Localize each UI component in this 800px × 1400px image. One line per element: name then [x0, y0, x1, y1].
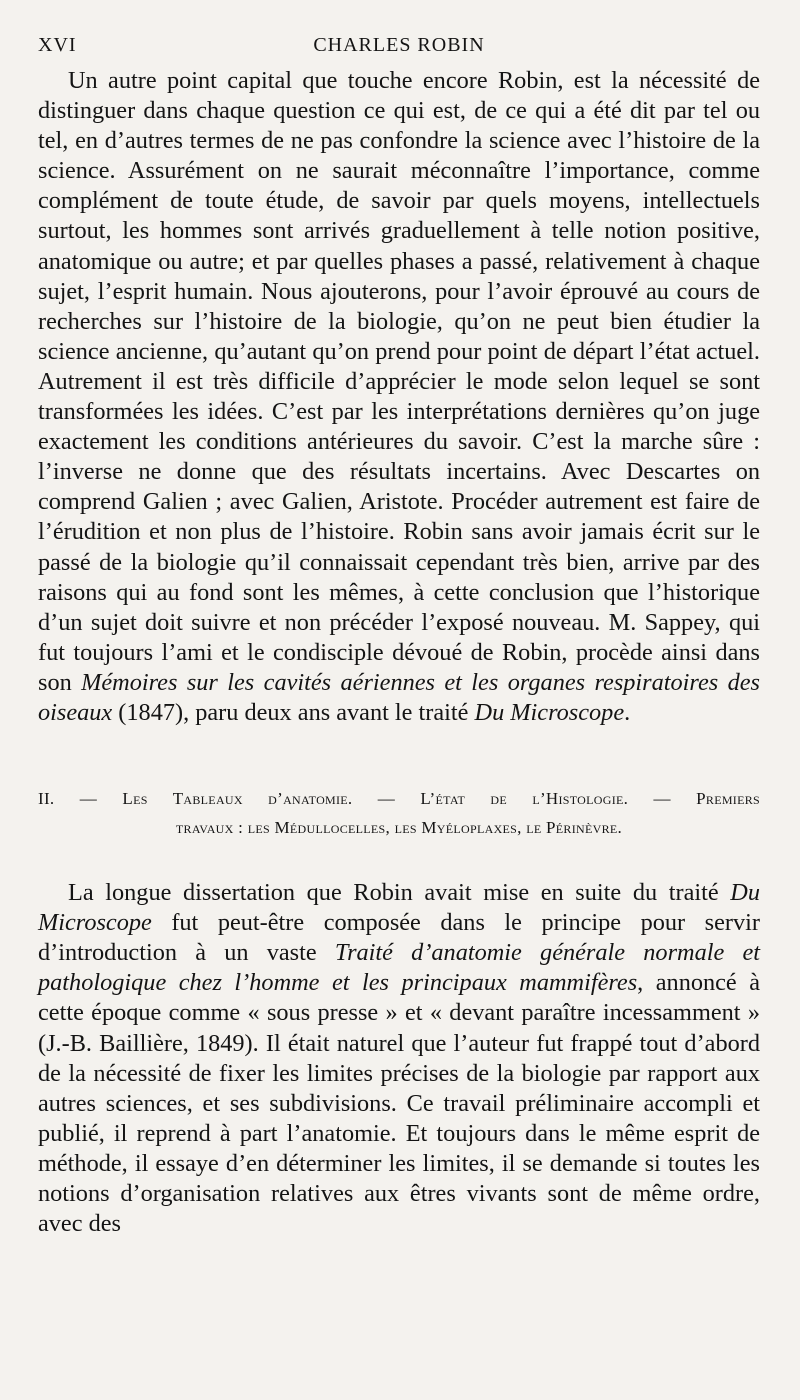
page-number: XVI	[38, 34, 77, 56]
paragraph-1-text-e: .	[624, 698, 631, 726]
paragraph-2-text-c: fut peut-être composée dans le principe pour servir d’introduction à un vaste	[38, 909, 760, 967]
paragraph-1	[38, 66, 760, 728]
paragraph-1-italic-microscope: Du Microscope	[474, 698, 625, 726]
section-heading	[38, 784, 760, 842]
section-heading-line-1: II. — Les Tableaux d’anatomie. — L’état de l’Histologie. — Premiers	[38, 789, 760, 809]
running-title: CHARLES ROBIN	[313, 34, 485, 56]
paragraph-2-italic-traite: Traité d’anatomie générale normale et pathologique chez l’homme et les principaux mammifères	[38, 939, 761, 997]
paragraph-2	[38, 878, 760, 1239]
paragraph-2-text-e: , annoncé à cette époque comme « sous presse » et « devant paraître incessamment » (J.-B. Baillière, 1849). Il était naturel que l’auteur fut frappé tout d’abord de la nécessité de fixer les limites précises de la biologie par rapport aux autres sciences, et ses subdivisions. Ce travail préliminaire accompli et publié, il reprend à part l’anatomie. Et toujours dans le même esprit de méthode, il essaye d’en déterminer les limites, il se demande si toutes les notions d’organisation relatives aux êtres vivants sont de même ordre, avec des	[38, 969, 761, 1238]
paragraph-2-italic-microscope: Du Microscope	[38, 879, 760, 937]
section-heading-line-2: travaux : les Médullocelles, les Myéloplaxes, le Périnèvre.	[175, 818, 623, 838]
running-head	[38, 28, 760, 62]
paragraph-1-text-c: (1847), paru deux ans avant le traité	[112, 698, 475, 726]
paragraph-1-text-a: Un autre point capital que touche encore Robin, est la nécessité de distinguer dans chaque question ce qui est, de ce qui a été dit par tel ou tel, en d’autres termes de ne pas confondre la science avec l’histoire de la science. Assurément on ne saurait méconnaître l’importance, comme complément de toute étude, de savoir par quels moyens, intellectuels surtout, les hommes sont arrivés graduellement à telle notion positive, anatomique ou autre; et par quelles phases a passé, relativement à chaque sujet, l’esprit humain. Nous ajouterons, pour l’avoir éprouvé au cours de recherches sur l’histoire de la biologie, qu’on ne peut bien étudier la science ancienne, qu’autant qu’on prend pour point de départ l’état actuel. Autrement il est très difficile d’apprécier le mode selon lequel se sont transformées les idées. C’est par les interprétations dernières qu’on juge exactement les conditions antérieures du savoir. C’est la marche sûre : l’inverse ne donne que des résultats incertains. Avec Descartes on comprend Galien ; avec Galien, Aristote. Procéder autrement est faire de l’érudition et non plus de l’histoire. Robin sans avoir jamais écrit sur le passé de la biologie qu’il connaissait cependant très bien, arrive par des raisons qui au fond sont les mêmes, à cette conclusion que l’historique d’un sujet doit suivre et non précéder l’exposé nouveau. M. Sappey, qui fut toujours l’ami et le condisciple dévoué de Robin, procède ainsi dans son	[38, 67, 760, 696]
paragraph-1-italic-title: Mémoires sur les cavités aériennes et les organes respiratoires des oiseaux	[38, 668, 760, 726]
paragraph-2-text-a: La longue dissertation que Robin avait mise en suite du traité	[68, 879, 731, 907]
